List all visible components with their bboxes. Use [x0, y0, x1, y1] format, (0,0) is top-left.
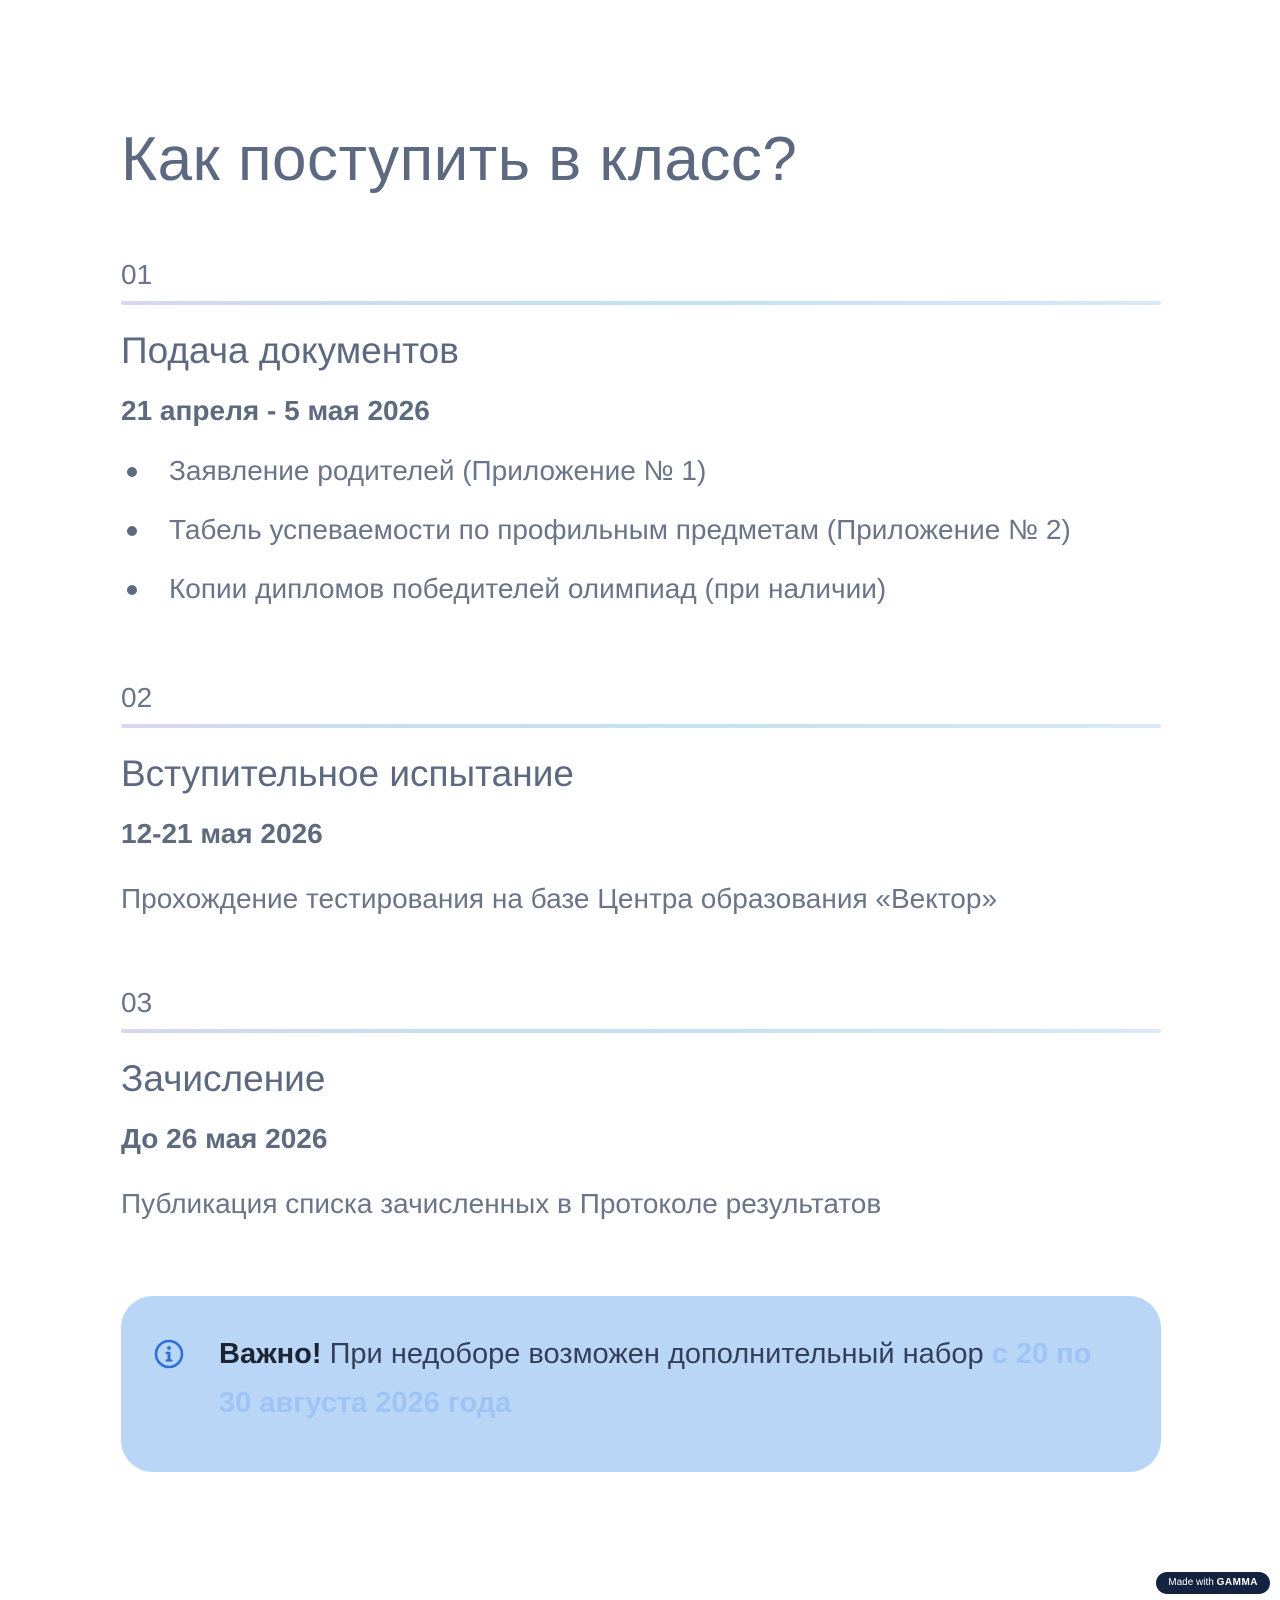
list-item-text: Заявление родителей (Приложение № 1) [169, 455, 707, 486]
notice-label: Важно! [219, 1338, 322, 1370]
list-item [121, 569, 1161, 628]
bullet-icon [127, 585, 137, 595]
step-number: 02 [121, 682, 153, 713]
notice-text [219, 1330, 1101, 1428]
info-icon [153, 1338, 185, 1370]
step-submit-documents [121, 255, 1161, 628]
list-item-text: Копии дипломов победителей олимпиад (при наличии) [169, 573, 887, 604]
made-with-gamma-badge[interactable] [1156, 1572, 1270, 1594]
notice-dates: с 20 по 30 августа 2026 года [219, 1338, 1092, 1419]
step-date: До 26 мая 2026 [121, 1123, 328, 1154]
step-description: Прохождение тестирования на базе Центра образования «Вектор» [121, 883, 998, 914]
step-number: 03 [121, 987, 153, 1018]
badge-prefix: Made with [1168, 1577, 1217, 1588]
list-item-text: Табель успеваемости по профильным предметам (Приложение № 2) [169, 514, 1071, 545]
documents-list [121, 451, 1161, 628]
step-description: Публикация списка зачисленных в Протоколе результатов [121, 1188, 882, 1219]
step-entrance-exam [121, 678, 1161, 917]
step-divider [121, 1029, 1161, 1033]
step-divider [121, 301, 1161, 305]
bullet-icon [127, 526, 137, 536]
step-title: Вступительное испытание [121, 753, 574, 794]
page-title: Как поступить в класс? [121, 125, 798, 194]
step-divider [121, 724, 1161, 728]
step-date: 12-21 мая 2026 [121, 818, 323, 849]
step-date: 21 апреля - 5 мая 2026 [121, 395, 430, 426]
list-item [121, 510, 1161, 569]
bullet-icon [127, 467, 137, 477]
step-enrollment [121, 983, 1161, 1222]
gamma-logo: GAMMA [1216, 1577, 1258, 1588]
important-notice [121, 1296, 1161, 1472]
step-title: Зачисление [121, 1058, 326, 1099]
list-item [121, 451, 1161, 510]
step-title: Подача документов [121, 330, 459, 371]
step-number: 01 [121, 259, 153, 290]
notice-body: При недоборе возможен дополнительный набор [321, 1338, 992, 1370]
